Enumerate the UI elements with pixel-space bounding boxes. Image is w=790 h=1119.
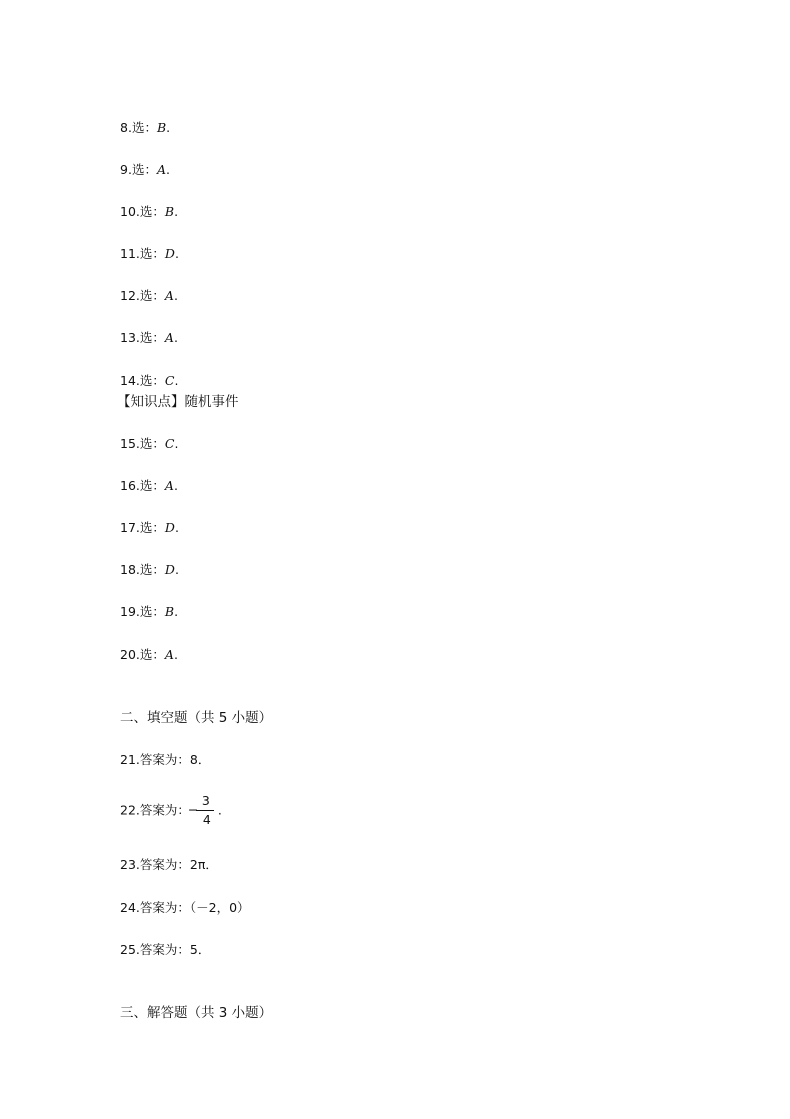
fraction	[187, 793, 218, 828]
choice-letter: A	[164, 330, 174, 345]
choice-label: 选：	[139, 373, 165, 388]
fraction-bar	[196, 810, 214, 811]
choice-end: .	[166, 120, 171, 135]
choice-label: 选：	[139, 647, 165, 662]
choice-number: 13.	[120, 330, 140, 345]
choice-letter: C	[164, 373, 175, 388]
choice-letter: A	[164, 647, 174, 662]
choice-label: 选：	[139, 562, 165, 577]
choice-answer-18	[120, 562, 179, 578]
choice-end: .	[173, 330, 178, 345]
choice-end: .	[174, 520, 179, 535]
choice-answer-19	[120, 604, 178, 620]
choice-end: .	[174, 604, 179, 619]
choice-end: .	[174, 436, 179, 451]
fill-prefix: 22.答案为：	[120, 802, 190, 818]
choice-label: 选：	[139, 436, 165, 451]
choice-answer-16	[120, 478, 178, 494]
choice-answer-11	[120, 246, 179, 262]
choice-letter: A	[164, 478, 174, 493]
choice-number: 9.	[120, 162, 132, 177]
choice-label: 选：	[131, 120, 157, 135]
choice-answer-14	[120, 373, 178, 389]
choice-letter: B	[164, 604, 175, 619]
choice-label: 选：	[139, 520, 165, 535]
choice-letter: D	[164, 246, 175, 261]
choice-end: .	[173, 288, 178, 303]
fill-answer-24: 24.答案为：（－2，0）	[120, 900, 250, 915]
fill-answer-25: 25.答案为：5．	[120, 942, 211, 957]
choice-number: 18.	[120, 562, 140, 577]
choice-end: .	[174, 562, 179, 577]
choice-end: .	[173, 647, 178, 662]
choice-number: 8.	[120, 120, 132, 135]
choice-letter: D	[164, 562, 175, 577]
choice-end: .	[165, 162, 170, 177]
fill-answer-21: 21.答案为：8．	[120, 752, 211, 767]
choice-answer-15	[120, 436, 178, 452]
choice-letter: C	[164, 436, 175, 451]
choice-answer-13	[120, 330, 178, 346]
choice-letter: A	[156, 162, 166, 177]
choice-number: 12.	[120, 288, 140, 303]
choice-number: 15.	[120, 436, 140, 451]
choice-number: 17.	[120, 520, 140, 535]
fill-end: .	[217, 802, 222, 818]
choice-number: 16.	[120, 478, 140, 493]
choice-letter: A	[164, 288, 174, 303]
choice-number: 14.	[120, 373, 140, 388]
choice-end: .	[173, 478, 178, 493]
choice-label: 选：	[139, 330, 165, 345]
choice-label: 选：	[139, 478, 165, 493]
choice-letter: B	[164, 204, 175, 219]
choice-letter: B	[156, 120, 167, 135]
section-title-solve: 三、解答题（共 3 小题）	[120, 1005, 273, 1021]
choice-answer-20	[120, 647, 178, 663]
choice-label: 选：	[139, 246, 165, 261]
choice-answer-10	[120, 204, 178, 220]
section-title-fill-in: 二、填空题（共 5 小题）	[120, 710, 273, 726]
minus-sign: −	[187, 802, 199, 817]
knowledge-point: 【知识点】随机事件	[117, 394, 239, 410]
choice-answer-9	[120, 162, 170, 178]
fill-answer-23: 23.答案为：2π．	[120, 857, 218, 872]
choice-answer-17	[120, 520, 179, 536]
choice-label: 选：	[131, 162, 157, 177]
fraction-numerator: 3	[201, 793, 210, 808]
choice-end: .	[174, 373, 179, 388]
choice-number: 19.	[120, 604, 140, 619]
choice-label: 选：	[139, 604, 165, 619]
choice-number: 10.	[120, 204, 140, 219]
fill-answer-22	[120, 794, 222, 828]
choice-number: 20.	[120, 647, 140, 662]
fraction-denominator: 4	[202, 812, 211, 827]
choice-answer-8	[120, 120, 170, 136]
choice-letter: D	[164, 520, 175, 535]
choice-end: .	[174, 246, 179, 261]
choice-label: 选：	[139, 204, 165, 219]
choice-label: 选：	[139, 288, 165, 303]
choice-number: 11.	[120, 246, 140, 261]
choice-answer-12	[120, 288, 178, 304]
choice-end: .	[174, 204, 179, 219]
